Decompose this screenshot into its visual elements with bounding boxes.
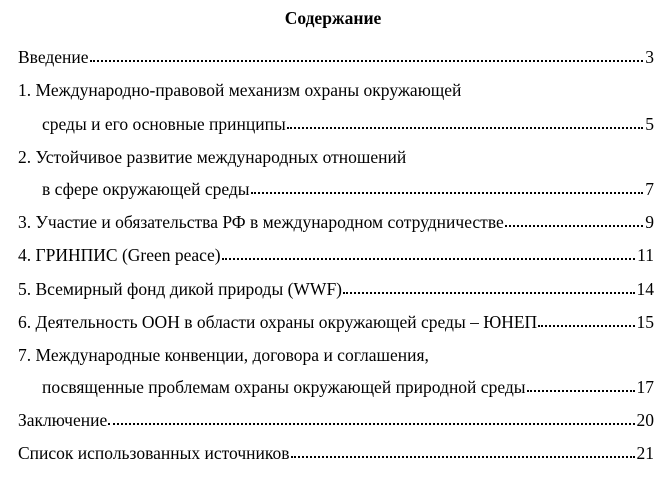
toc-entry-introduction[interactable] (18, 44, 654, 66)
toc-page-number: 17 (636, 376, 654, 397)
toc-entry-label: Список использованных источников (18, 442, 290, 463)
toc-entry-1-line1[interactable]: 1. Международно-правовой механизм охраны окружающей (18, 79, 462, 100)
toc-page-number: 21 (636, 442, 654, 463)
dot-leader (527, 390, 635, 392)
dot-leader (108, 423, 634, 425)
toc-entry-label: 4. ГРИНПИС (Green peace) (18, 244, 221, 265)
toc-entry-7-line1[interactable]: 7. Международные конвенции, договора и соглашения, (18, 344, 429, 365)
toc-entry-3[interactable] (18, 209, 654, 231)
dot-leader (287, 127, 643, 129)
toc-entry-1[interactable] (42, 111, 654, 133)
toc-entry-label: Введение (18, 46, 89, 67)
toc-page-number: 5 (645, 113, 654, 134)
toc-page-number: 15 (636, 311, 654, 332)
dot-leader (538, 325, 634, 327)
toc-entry-label: 3. Участие и обязательства РФ в международном сотрудничестве (18, 211, 504, 232)
toc-entry-2-line1[interactable]: 2. Устойчивое развитие международных отношений (18, 146, 407, 167)
dot-leader (343, 292, 634, 294)
toc-page-number: 20 (636, 409, 654, 430)
dot-leader (90, 60, 644, 62)
dot-leader (291, 456, 635, 458)
toc-entry-6[interactable] (18, 309, 654, 331)
toc-page-number: 11 (637, 244, 654, 265)
toc-entry-label: посвященные проблемам охраны окружающей природной среды (42, 376, 526, 397)
toc-page-number: 9 (645, 211, 654, 232)
dot-leader (251, 192, 644, 194)
dot-leader (505, 225, 643, 227)
toc-entry-conclusion[interactable] (18, 407, 654, 429)
toc-entry-label: 6. Деятельность ООН в области охраны окружающей среды – ЮНЕП (18, 311, 538, 332)
toc-page-number: 14 (636, 278, 654, 299)
toc-entry-references[interactable] (18, 440, 654, 462)
toc-entry-2[interactable] (42, 176, 654, 198)
toc-entry-label: в сфере окружающей среды (42, 178, 250, 199)
toc-entry-7[interactable] (42, 374, 654, 396)
toc-entry-label: среды и его основные принципы (42, 113, 286, 134)
toc-entry-label: 5. Всемирный фонд дикой природы (WWF) (18, 278, 343, 299)
toc-page-number: 3 (645, 46, 654, 67)
page-title: Содержание (284, 8, 382, 28)
toc-entry-5[interactable] (18, 276, 654, 298)
toc-page-number: 7 (645, 178, 654, 199)
toc-entry-4[interactable] (18, 242, 654, 264)
dot-leader (222, 258, 636, 260)
toc-entry-label: Заключение (18, 409, 108, 430)
